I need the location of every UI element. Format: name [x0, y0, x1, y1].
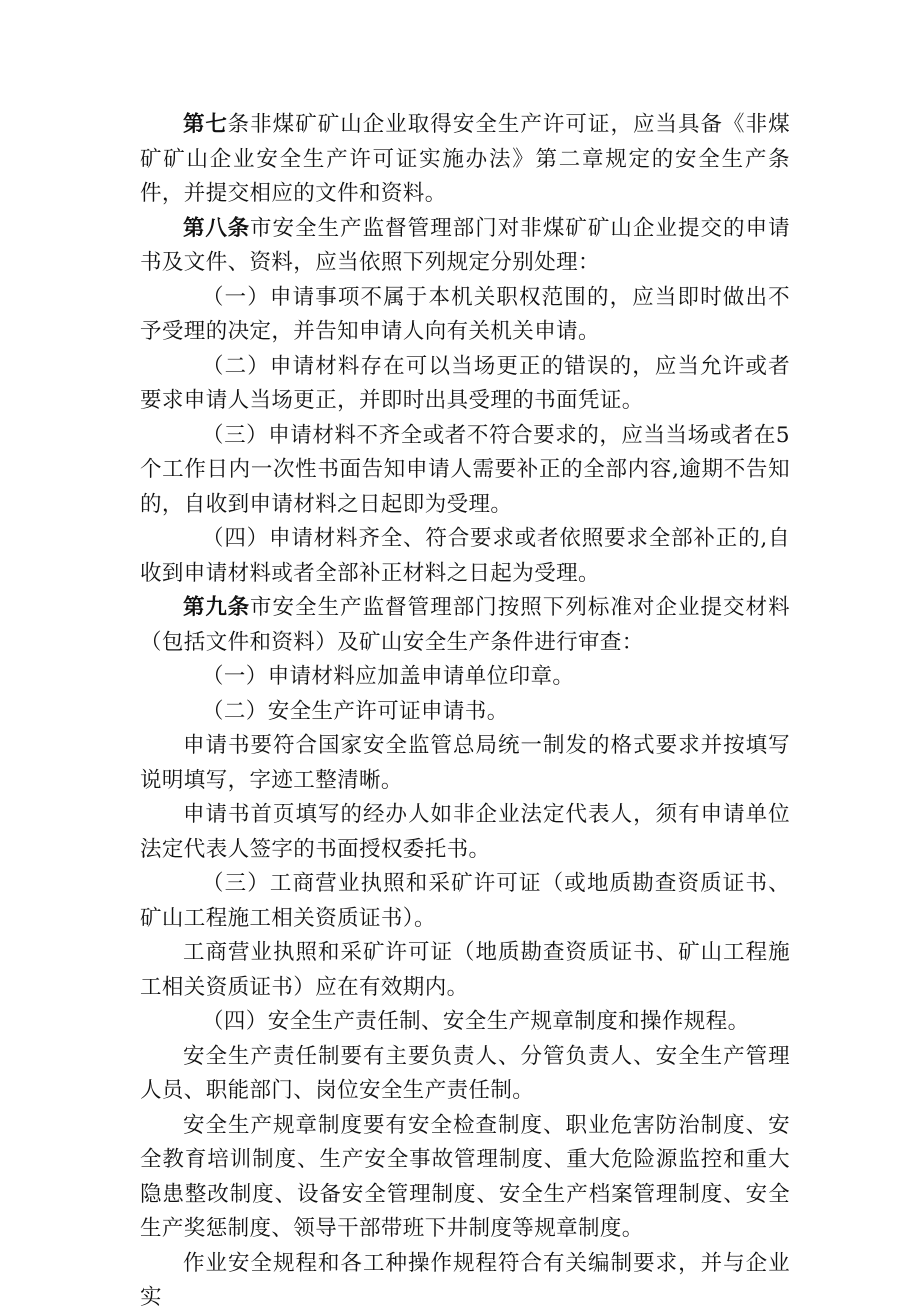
article-9-item-4: （四）安全生产责任制、安全生产规章制度和操作规程。 [202, 1009, 750, 1034]
article-8-item-1: （一）申请事项不属于本机关职权范围的，应当即时做出不予受理的决定，并告知申请人向有关机关申请。 [140, 284, 790, 344]
article-8-paragraph [140, 212, 790, 281]
article-8-item-3: （三）申请材料不齐全或者不符合要求的，应当当场或者在5个工作日内一次性书面告知申请人需要补正的全部内容,逾期不告知的，自收到申请材料之日起即为受理。 [140, 422, 790, 517]
article-9-item-3: （三）工商营业执照和采矿许可证（或地质勘查资质证书、矿山工程施工相关资质证书）。 [140, 871, 790, 931]
article-8-heading: 第八条 [183, 215, 250, 241]
article-7-paragraph [140, 108, 790, 212]
article-9-paragraph [140, 591, 790, 660]
license-validity-requirement: 工商营业执照和采矿许可证（地质勘查资质证书、矿山工程施工相关资质证书）应在有效期内。 [140, 940, 790, 1000]
authorization-requirement: 申请书首页填写的经办人如非企业法定代表人，须有申请单位法定代表人签字的书面授权委托书。 [140, 802, 790, 862]
article-9-text: 市安全生产监督管理部门按照下列标准对企业提交材料（包括文件和资料）及矿山安全生产条件进行审查： [140, 595, 790, 655]
document-body [140, 108, 790, 1316]
article-7-text: 条非煤矿矿山企业取得安全生产许可证，应当具备《非煤矿矿山企业安全生产许可证实施办法》第二章规定的安全生产条件，并提交相应的文件和资料。 [140, 112, 790, 206]
article-8-item-2: （二）申请材料存在可以当场更正的错误的，应当允许或者要求申请人当场更正，并即时出具受理的书面凭证。 [140, 353, 790, 413]
application-form-requirement: 申请书要符合国家安全监管总局统一制发的格式要求并按填写说明填写，字迹工整清晰。 [140, 733, 790, 793]
operating-procedures-requirement: 作业安全规程和各工种操作规程符合有关编制要求，并与企业实 [140, 1250, 790, 1310]
article-8-item-4: （四）申请材料齐全、符合要求或者依照要求全部补正的,自收到申请材料或者全部补正材料之日起为受理。 [140, 526, 790, 586]
responsibility-system-requirement: 安全生产责任制要有主要负责人、分管负责人、安全生产管理人员、职能部门、岗位安全生产责任制。 [140, 1043, 790, 1103]
article-7-heading: 第七 [183, 112, 228, 137]
article-8-text: 市安全生产监督管理部门对非煤矿矿山企业提交的申请书及文件、资料，应当依照下列规定分别处理： [140, 215, 790, 275]
article-9-heading: 第九条 [183, 595, 250, 620]
rules-system-requirement: 安全生产规章制度要有安全检查制度、职业危害防治制度、安全教育培训制度、生产安全事故管理制度、重大危险源监控和重大隐患整改制度、设备安全管理制度、安全生产档案管理制度、安全生产奖惩制度、领导干部带班下井制度等规章制度。 [140, 1112, 790, 1241]
article-9-item-2: （二）安全生产许可证申请书。 [202, 698, 509, 724]
article-9-item-1: （一）申请材料应加盖申请单位印章。 [202, 664, 575, 689]
